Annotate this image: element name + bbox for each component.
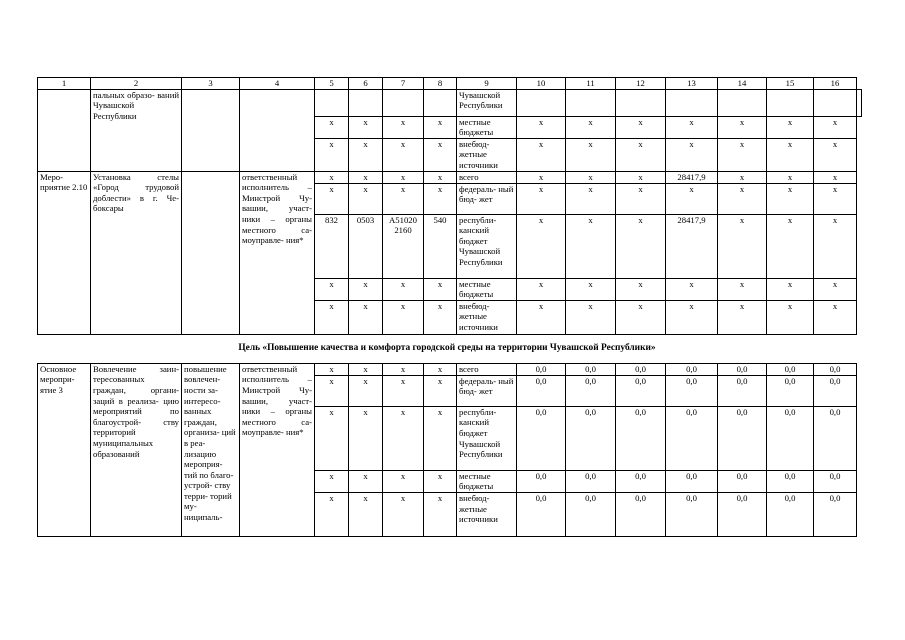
value-cell: 0,0 bbox=[517, 492, 566, 536]
value-cell: 0,0 bbox=[767, 375, 814, 406]
value-cell: 0,0 bbox=[616, 492, 666, 536]
code-cell bbox=[315, 89, 349, 116]
value-cell: x bbox=[666, 138, 718, 171]
code-cell: x bbox=[383, 278, 424, 300]
code-cell: x bbox=[383, 171, 424, 183]
table-row bbox=[38, 363, 862, 375]
funding-source: местные бюджеты bbox=[457, 116, 517, 138]
code-cell: x bbox=[315, 278, 349, 300]
value-cell: 0,0 bbox=[566, 470, 616, 492]
code-cell: x bbox=[424, 406, 457, 470]
code-cell bbox=[424, 89, 457, 116]
value-cell: x bbox=[814, 300, 857, 334]
value-cell: 0,0 bbox=[666, 406, 718, 470]
code-cell: x bbox=[424, 278, 457, 300]
value-cell: x bbox=[517, 116, 566, 138]
column-header: 9 bbox=[457, 78, 517, 90]
code-cell: x bbox=[315, 138, 349, 171]
value-cell: x bbox=[666, 278, 718, 300]
value-cell: 0,0 bbox=[616, 470, 666, 492]
funding-source: внебюд- жетные источники bbox=[457, 492, 517, 536]
value-cell: 0,0 bbox=[616, 375, 666, 406]
code-cell: x bbox=[424, 138, 457, 171]
value-cell: x bbox=[666, 116, 718, 138]
value-cell: 0,0 bbox=[718, 406, 767, 470]
funding-source: федераль- ный бюд- жет bbox=[457, 183, 517, 214]
column-header: 10 bbox=[517, 78, 566, 90]
budget-table bbox=[37, 77, 862, 537]
code-cell: x bbox=[424, 470, 457, 492]
value-cell: 0,0 bbox=[767, 492, 814, 536]
value-cell: x bbox=[767, 116, 814, 138]
value-cell: x bbox=[566, 171, 616, 183]
code-cell bbox=[383, 89, 424, 116]
code-cell bbox=[349, 89, 383, 116]
value-cell: x bbox=[517, 183, 566, 214]
value-cell bbox=[666, 89, 718, 116]
value-cell: 0,0 bbox=[517, 470, 566, 492]
value-cell: x bbox=[814, 214, 857, 278]
value-cell: 0,0 bbox=[666, 470, 718, 492]
code-cell: x bbox=[349, 116, 383, 138]
value-cell: 0,0 bbox=[517, 375, 566, 406]
value-cell: x bbox=[814, 171, 857, 183]
code-cell: 832 bbox=[315, 214, 349, 278]
table-row bbox=[38, 89, 862, 116]
value-cell: 0,0 bbox=[616, 363, 666, 375]
column-header: 2 bbox=[91, 78, 182, 90]
code-cell: x bbox=[349, 278, 383, 300]
value-cell: 0,0 bbox=[566, 406, 616, 470]
value-cell: x bbox=[767, 138, 814, 171]
value-cell bbox=[767, 89, 814, 116]
code-cell: x bbox=[349, 183, 383, 214]
column-header: 14 bbox=[718, 78, 767, 90]
code-cell: x bbox=[383, 300, 424, 334]
measure-name: пальных образо- ваний Чувашской Республики bbox=[91, 89, 182, 171]
value-cell: x bbox=[718, 116, 767, 138]
code-cell: x bbox=[349, 138, 383, 171]
value-cell: x bbox=[566, 138, 616, 171]
code-cell: x bbox=[424, 300, 457, 334]
value-cell: 0,0 bbox=[814, 406, 857, 470]
value-cell: 0,0 bbox=[666, 375, 718, 406]
value-cell bbox=[857, 89, 862, 116]
code-cell: x bbox=[383, 375, 424, 406]
code-cell: x bbox=[424, 171, 457, 183]
code-cell: x bbox=[383, 406, 424, 470]
responsible-executor: ответственный исполнитель – Минстрой Чу- вашии, участ- ники – органы местного са- моуправле- ния* bbox=[240, 363, 315, 536]
value-cell: 0,0 bbox=[718, 470, 767, 492]
expected-result: повышение вовлечен- ности за- интересо- ванных граждан, организа- ций в реа- лизацию мероприя- тий по благо- устрой- ству терри- торий му- ниципаль- bbox=[182, 363, 240, 536]
value-cell: 0,0 bbox=[517, 363, 566, 375]
value-cell: x bbox=[517, 138, 566, 171]
value-cell: x bbox=[814, 278, 857, 300]
code-cell: x bbox=[315, 492, 349, 536]
cell-empty bbox=[182, 89, 240, 171]
value-cell: x bbox=[718, 171, 767, 183]
code-cell: x bbox=[424, 492, 457, 536]
column-header: 6 bbox=[349, 78, 383, 90]
measure-id: Основное меропри- ятие 3 bbox=[38, 363, 91, 536]
value-cell: 28417,9 bbox=[666, 214, 718, 278]
code-cell: x bbox=[383, 470, 424, 492]
value-cell: x bbox=[616, 214, 666, 278]
code-cell: 540 bbox=[424, 214, 457, 278]
value-cell: x bbox=[767, 171, 814, 183]
value-cell: x bbox=[517, 278, 566, 300]
value-cell: x bbox=[517, 171, 566, 183]
code-cell: А51020 2160 bbox=[383, 214, 424, 278]
column-header: 5 bbox=[315, 78, 349, 90]
code-cell: x bbox=[383, 492, 424, 536]
cell-empty bbox=[182, 171, 240, 334]
value-cell: 0,0 bbox=[767, 470, 814, 492]
value-cell: x bbox=[767, 300, 814, 334]
value-cell: 0,0 bbox=[814, 470, 857, 492]
value-cell bbox=[718, 89, 767, 116]
value-cell: x bbox=[616, 183, 666, 214]
funding-source: республи- канский бюджет Чувашской Республики bbox=[457, 406, 517, 470]
code-cell: x bbox=[349, 406, 383, 470]
value-cell: 0,0 bbox=[814, 363, 857, 375]
value-cell: x bbox=[616, 138, 666, 171]
value-cell: 0,0 bbox=[814, 375, 857, 406]
value-cell bbox=[517, 89, 566, 116]
column-header: 3 bbox=[182, 78, 240, 90]
value-cell: x bbox=[616, 116, 666, 138]
value-cell: x bbox=[718, 183, 767, 214]
code-cell: x bbox=[315, 171, 349, 183]
value-cell: x bbox=[814, 183, 857, 214]
funding-source: всего bbox=[457, 363, 517, 375]
code-cell: x bbox=[315, 116, 349, 138]
value-cell: 28417,9 bbox=[666, 171, 718, 183]
code-cell: x bbox=[349, 363, 383, 375]
value-cell: 0,0 bbox=[718, 492, 767, 536]
value-cell: 0,0 bbox=[814, 492, 857, 536]
value-cell: x bbox=[517, 214, 566, 278]
code-cell: x bbox=[349, 171, 383, 183]
value-cell: x bbox=[616, 300, 666, 334]
value-cell: x bbox=[814, 138, 857, 171]
value-cell: 0,0 bbox=[566, 492, 616, 536]
value-cell: 0,0 bbox=[616, 406, 666, 470]
value-cell: 0,0 bbox=[718, 363, 767, 375]
funding-source: внебюд- жетные источники bbox=[457, 138, 517, 171]
value-cell: x bbox=[767, 183, 814, 214]
goal-row bbox=[38, 334, 862, 363]
code-cell: x bbox=[424, 375, 457, 406]
code-cell: x bbox=[349, 300, 383, 334]
value-cell: 0,0 bbox=[666, 363, 718, 375]
funding-source: федераль- ный бюд- жет bbox=[457, 375, 517, 406]
code-cell: x bbox=[349, 375, 383, 406]
column-header: 4 bbox=[240, 78, 315, 90]
funding-source: республи- канский бюджет Чувашской Республики bbox=[457, 214, 517, 278]
column-header: 16 bbox=[814, 78, 857, 90]
column-header: 7 bbox=[383, 78, 424, 90]
value-cell: x bbox=[767, 278, 814, 300]
funding-source: внебюд- жетные источники bbox=[457, 300, 517, 334]
column-header: 1 bbox=[38, 78, 91, 90]
cell-empty bbox=[38, 89, 91, 171]
value-cell: x bbox=[718, 214, 767, 278]
value-cell: x bbox=[616, 278, 666, 300]
measure-name: Вовлечение заин- тересованных граждан, органи- заций в реализа- цию мероприятий по благоустрой- ству территорий муниципальных образований bbox=[91, 363, 182, 536]
value-cell: x bbox=[566, 214, 616, 278]
value-cell: 0,0 bbox=[666, 492, 718, 536]
code-cell: x bbox=[349, 470, 383, 492]
column-header: 11 bbox=[566, 78, 616, 90]
code-cell: x bbox=[315, 300, 349, 334]
column-header: 12 bbox=[616, 78, 666, 90]
value-cell: 0,0 bbox=[718, 375, 767, 406]
value-cell bbox=[814, 89, 857, 116]
value-cell: 0,0 bbox=[566, 363, 616, 375]
value-cell: x bbox=[566, 116, 616, 138]
measure-name: Установка стелы «Город трудовой доблести» в г. Че- боксары bbox=[91, 171, 182, 334]
value-cell: x bbox=[566, 183, 616, 214]
funding-source: всего bbox=[457, 171, 517, 183]
code-cell: x bbox=[315, 183, 349, 214]
value-cell bbox=[616, 89, 666, 116]
value-cell: x bbox=[566, 278, 616, 300]
code-cell: x bbox=[383, 116, 424, 138]
responsible-executor: ответственный исполнитель – Минстрой Чу- вашии, участ- ники – органы местного са- моуправле- ния* bbox=[240, 171, 315, 334]
value-cell: 0,0 bbox=[566, 375, 616, 406]
value-cell: x bbox=[814, 116, 857, 138]
value-cell: x bbox=[616, 171, 666, 183]
code-cell: x bbox=[349, 492, 383, 536]
code-cell: x bbox=[424, 183, 457, 214]
column-header: 13 bbox=[666, 78, 718, 90]
value-cell: x bbox=[718, 278, 767, 300]
value-cell: x bbox=[666, 183, 718, 214]
goal-heading: Цель «Повышение качества и комфорта городской среды на территории Чувашской Республики» bbox=[38, 334, 857, 363]
code-cell: x bbox=[424, 116, 457, 138]
value-cell: x bbox=[566, 300, 616, 334]
value-cell: 0,0 bbox=[767, 406, 814, 470]
cell-empty bbox=[240, 89, 315, 171]
funding-source: местные бюджеты bbox=[457, 470, 517, 492]
code-cell: x bbox=[315, 375, 349, 406]
table-row bbox=[38, 171, 862, 183]
code-cell: x bbox=[424, 363, 457, 375]
column-header: 15 bbox=[767, 78, 814, 90]
value-cell: 0,0 bbox=[517, 406, 566, 470]
value-cell: x bbox=[767, 214, 814, 278]
code-cell: x bbox=[383, 183, 424, 214]
value-cell: x bbox=[517, 300, 566, 334]
code-cell: x bbox=[315, 470, 349, 492]
code-cell: x bbox=[315, 363, 349, 375]
code-cell: x bbox=[383, 138, 424, 171]
value-cell: x bbox=[718, 138, 767, 171]
value-cell: x bbox=[666, 300, 718, 334]
funding-source: Чувашской Республики bbox=[457, 89, 517, 116]
code-cell: x bbox=[383, 363, 424, 375]
value-cell: 0,0 bbox=[767, 363, 814, 375]
code-cell: 0503 bbox=[349, 214, 383, 278]
measure-id: Меро- приятие 2.10 bbox=[38, 171, 91, 334]
value-cell bbox=[566, 89, 616, 116]
column-header: 8 bbox=[424, 78, 457, 90]
value-cell: x bbox=[718, 300, 767, 334]
column-header-row bbox=[38, 78, 862, 90]
code-cell: x bbox=[315, 406, 349, 470]
funding-source: местные бюджеты bbox=[457, 278, 517, 300]
